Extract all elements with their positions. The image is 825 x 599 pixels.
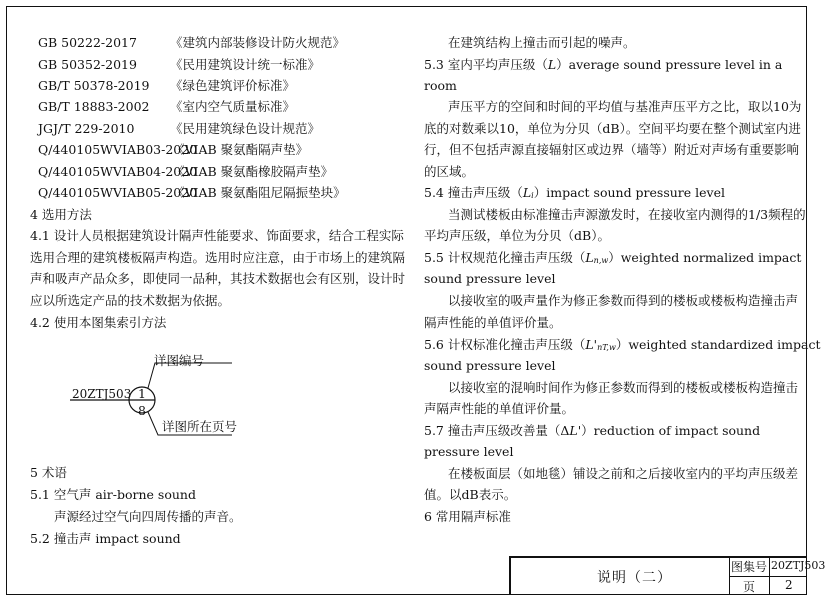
term-5-6-heading: 5.6 计权标准化撞击声压级（L'nT,w）weighted standardized impact xyxy=(424,337,821,352)
paragraph-line: 以接收室的混响时间作为修正参数而得到的楼板或楼板构造撞击 xyxy=(448,380,799,395)
standard-title: 《民用建筑设计统一标准》 xyxy=(170,57,321,72)
paragraph-line: 在建筑结构上撞击而引起的噪声。 xyxy=(448,35,636,50)
sheet-title: 说明（二） xyxy=(597,570,672,586)
paragraph-line: 值。以dB表示。 xyxy=(424,487,517,502)
paragraph-line: 隔声性能的单值评价量。 xyxy=(424,315,562,330)
paragraph-line: 当测试楼板由标准撞击声源激发时，在接收室内测得的1/3频程的 xyxy=(448,207,806,222)
paragraph-line: 应以所选定产品的技术数据为依据。 xyxy=(30,293,231,308)
paragraph-line: 的区域。 xyxy=(424,164,475,179)
standard-title: 《绿色建筑评价标准》 xyxy=(170,78,296,93)
standard-title: 《VIAB 聚氨酯阻尼隔振垫块》 xyxy=(172,185,346,200)
circle-number-bottom: 8 xyxy=(138,403,146,418)
standard-code: Q/440105WVIAB05-2020 xyxy=(38,185,198,200)
term-5-4-heading: 5.4 撞击声压级（Li）impact sound pressure level xyxy=(424,185,726,200)
term-5-7-heading: 5.7 撞击声压级改善量（ΔL'）reduction of impact sound xyxy=(424,423,761,438)
paragraph-line: 声源经过空气向四周传播的声音。 xyxy=(54,509,242,524)
circle-number-top: 1 xyxy=(138,386,146,401)
standard-title: 《民用建筑绿色设计规范》 xyxy=(170,121,321,136)
standard-code: Q/440105WVIAB04-2020 xyxy=(38,164,198,179)
paragraph-line: 声压平方的空间和时间的平均值与基准声压平方之比，取以10为 xyxy=(448,99,802,114)
page-number: 2 xyxy=(785,578,793,592)
standard-title: 《VIAB 聚氨酯橡胶隔声垫》 xyxy=(172,164,334,179)
term-5-2-heading: 5.2 撞击声 impact sound xyxy=(30,531,181,546)
standard-code: GB 50222-2017 xyxy=(38,35,137,50)
standard-code: Q/440105WVIAB03-2020 xyxy=(38,142,198,157)
paragraph-line: 平均声压级，单位为分贝（dB）。 xyxy=(424,228,610,243)
atlas-number-value: 20ZTJ503 xyxy=(771,559,825,572)
paragraph-line: 行，但不包括声源直接辐射区或边界（墙等）附近对声场有重要影响 xyxy=(424,142,800,157)
term-5-5-heading: 5.5 计权规范化撞击声压级（Ln,w）weighted normalized impact xyxy=(424,250,802,265)
standard-title: 《建筑内部装修设计防火规范》 xyxy=(170,35,346,50)
standard-code: GB 50352-2019 xyxy=(38,57,137,72)
paragraph-line: 在楼板面层（如地毯）铺设之前和之后接收室内的平均声压级差 xyxy=(448,466,799,481)
standard-code: GB/T 50378-2019 xyxy=(38,78,150,93)
term-5-1-heading: 5.1 空气声 air-borne sound xyxy=(30,487,196,502)
paragraph-line: 声和吸声产品众多，即使同一品种，其技术数据也会有区别，设计时 xyxy=(30,271,406,286)
paragraph-line: 底的对数乘以10，单位为分贝（dB）。空间平均要在整个测试室内进 xyxy=(424,121,801,136)
paragraph-line: sound pressure level xyxy=(424,358,556,373)
paragraph-line: 声隔声性能的单值评价量。 xyxy=(424,401,575,416)
standard-title: 《VIAB 聚氨酯隔声垫》 xyxy=(172,142,309,157)
label-detail-page: 详图所在页号 xyxy=(162,419,238,434)
standard-code: JGJ/T 229-2010 xyxy=(38,121,135,136)
section-heading-4: 4 选用方法 xyxy=(30,207,92,222)
paragraph-line: 4.1 设计人员根据建筑设计隔声性能要求、饰面要求，结合工程实际 xyxy=(30,228,404,243)
atlas-number-label: 图集号 xyxy=(731,560,768,574)
section-heading-5: 5 术语 xyxy=(30,465,67,480)
standard-code: GB/T 18883-2002 xyxy=(38,99,150,114)
paragraph-line: sound pressure level xyxy=(424,271,556,286)
paragraph-line: room xyxy=(424,78,457,93)
title-block xyxy=(509,556,825,595)
label-detail-number: 详图编号 xyxy=(154,353,205,368)
standard-title: 《室内空气质量标准》 xyxy=(170,99,296,114)
paragraph-line: 以接收室的吸声量作为修正参数而得到的楼板或楼板构造撞击声 xyxy=(448,293,799,308)
paragraph-line: 选用合理的建筑楼板隔声构造。选用时应注意，由于市场上的建筑隔 xyxy=(30,250,406,265)
term-5-3-heading: 5.3 室内平均声压级（L）average sound pressure level in a xyxy=(424,57,783,72)
page-label: 页 xyxy=(743,580,756,594)
paragraph-line: pressure level xyxy=(424,444,514,459)
section-heading-6: 6 常用隔声标准 xyxy=(424,509,511,524)
label-atlas-code: 20ZTJ503 xyxy=(72,387,132,401)
section-heading-4-2: 4.2 使用本图集索引方法 xyxy=(30,315,167,330)
